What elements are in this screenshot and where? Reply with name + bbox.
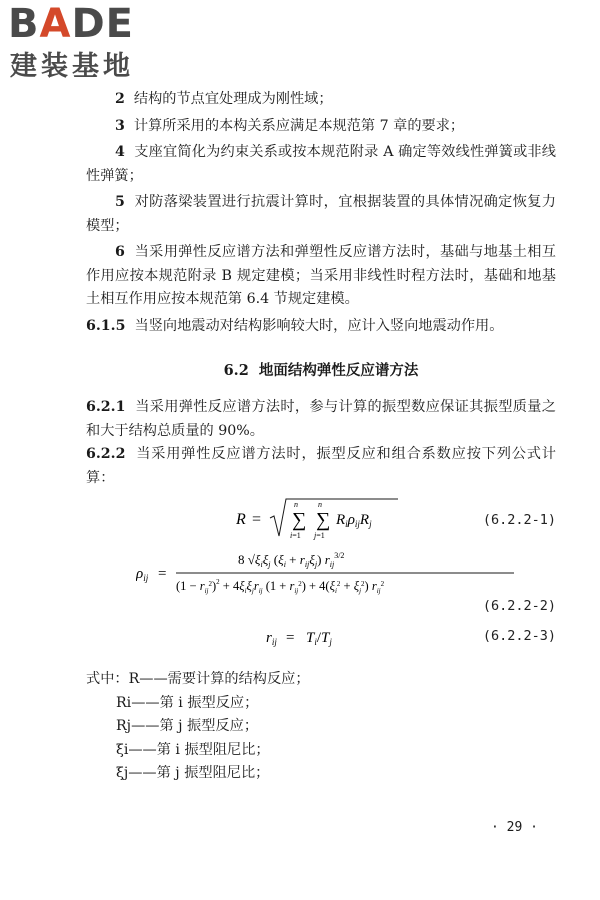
svg-text:∑: ∑	[292, 509, 307, 531]
clause-6-1-5: 6.1.5 当竖向地震动对结构影响较大时，应计入竖向地震动作用。	[86, 317, 504, 334]
definition-R: 式中：R——需要计算的结构反应；	[86, 671, 310, 687]
list-item: 2 结构的节点宜处理成为刚性域；	[115, 91, 333, 107]
list-item: 3 计算所采用的本构关系应满足本规范第 7 章的要求；	[115, 117, 465, 134]
equation-number: (6.2.2-1)	[482, 512, 556, 528]
section-heading: 6.2 地面结构弹性反应谱方法	[223, 362, 419, 379]
svg-text:(1 − rij2)2 + 4ξiξjrij (1 + ri: $(1 - r_{ij}^2)^2 + 4\xi_i\xi_jr_{ij}$ $(1 + r_{ij}^2) + 4(\xi_i^2 + \xi_j^2)$ $r_{ij}^2$	[176, 578, 385, 595]
equation-combination-coefficient	[136, 546, 516, 598]
equation-period-ratio	[266, 622, 376, 652]
svg-text:i=1: i=1	[290, 531, 301, 540]
definition-Ri: Ri——第 i 振型反应；	[116, 694, 259, 711]
brand-logo	[8, 2, 178, 88]
list-item: 6 当采用弹性反应谱方法和弹塑性反应谱方法时，基础与地基土相互作用应按本规范附录 B 规定建模；当采用非线性时程方法时，基础和地基土相互作用应按本规范第 6.4 节规定建模。	[86, 244, 556, 307]
document-page	[86, 88, 556, 786]
clause-6-2-1: 6.2.1 当采用弹性反应谱方法时，参与计算的振型数应保证其振型质量之和大于结构总质量的 90%。	[86, 399, 556, 439]
list-item: 5 对防落梁装置进行抗震计算时，宜根据装置的具体情况确定恢复力模型；	[86, 194, 556, 234]
svg-text:n: n	[318, 500, 322, 509]
svg-text:ρij: $\rho_{ij}$	[136, 566, 149, 583]
equation-number: (6.2.2-2)	[482, 598, 556, 614]
svg-text:=: =	[252, 511, 262, 528]
page-number: · 29 ·	[491, 820, 538, 835]
svg-text:j=1: j=1	[314, 531, 325, 540]
svg-text:=: =	[158, 566, 167, 582]
definition-Rj: Rj——第 j 振型反应；	[116, 718, 259, 734]
svg-text:=: =	[286, 630, 295, 646]
equation-response-combination	[236, 496, 406, 542]
svg-text:∑: ∑	[316, 509, 331, 531]
svg-text:R: R	[236, 511, 246, 528]
svg-text:Ti/Tj: $T_i/T_j$	[306, 630, 332, 647]
svg-text:8 √ξiξj (ξi + rijξj) rij3/2: 8 $√\xi_i\xi_j$ $(\xi_i + r_{ij}\xi_j)$ $r_{ij}^{3/2}$	[238, 551, 345, 569]
svg-text:n: n	[294, 500, 298, 509]
logo-wordmark: BADE	[8, 1, 134, 47]
formula-block	[86, 496, 556, 666]
svg-text:RiρijRj: $R_i\rho_{ij}R_j$	[336, 512, 372, 529]
svg-text:rij: $r_{ij}$	[266, 630, 277, 647]
definition-xi-j: ξj——第 j 振型阻尼比；	[116, 765, 270, 781]
logo-subtitle: 建装基地	[10, 51, 134, 82]
symbol-definitions	[86, 668, 556, 786]
clause-6-2-2: 6.2.2 当采用弹性反应谱方法时，振型反应和组合系数应按下列公式计算：	[86, 446, 556, 486]
definition-xi-i: ξi——第 i 振型阻尼比；	[116, 741, 270, 758]
equation-number: (6.2.2-3)	[482, 628, 556, 644]
list-item: 4 支座宜简化为约束关系或按本规范附录 A 确定等效线性弹簧或非线性弹簧；	[86, 144, 556, 184]
